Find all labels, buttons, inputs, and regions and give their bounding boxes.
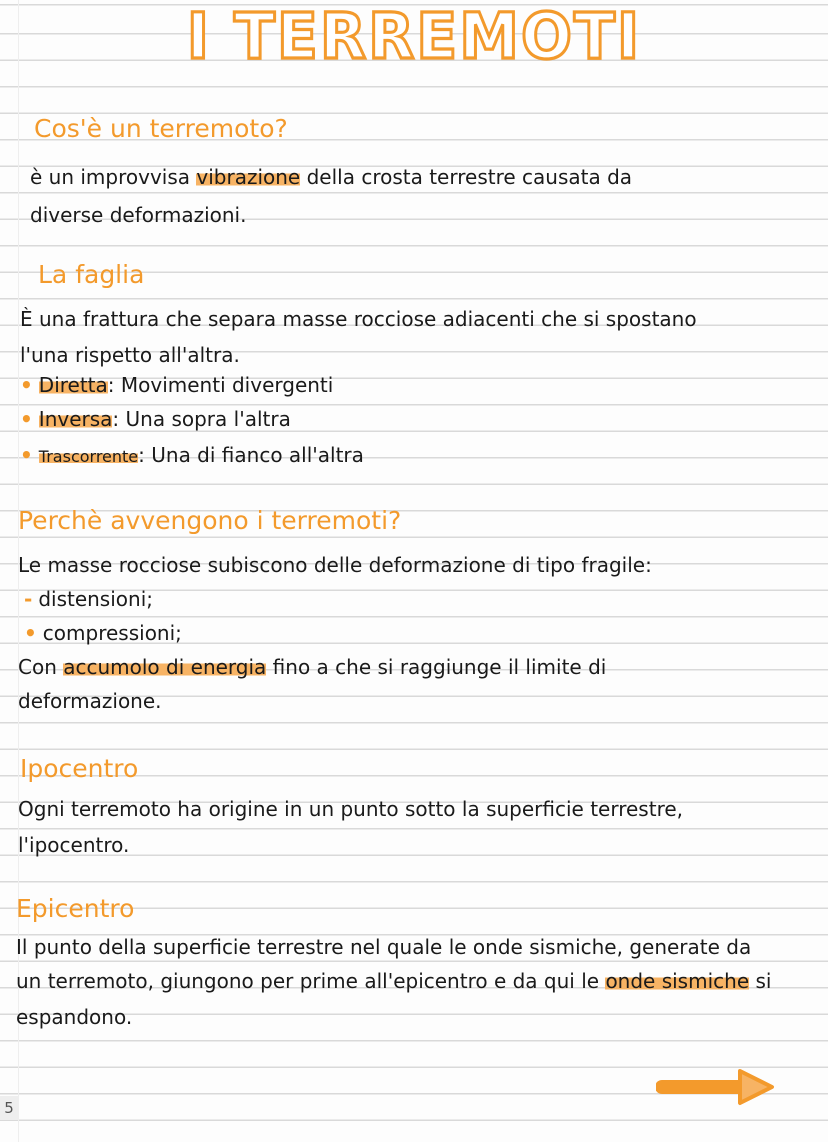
fault-term-inversa: Inversa <box>38 407 113 431</box>
fault-term-trascorrente: Trascorrente <box>38 447 139 466</box>
epicenter-line-2 <box>16 968 771 994</box>
page-number: 5 <box>0 1096 18 1120</box>
fault-term-diretta: Diretta <box>38 373 108 397</box>
fault-desc-diretta: : Movimenti divergenti <box>107 373 334 397</box>
highlight-accumolo: accumolo di energia <box>63 655 267 679</box>
bullet-dot: • <box>20 443 33 467</box>
fault-desc-inversa: : Una sopra l'altra <box>112 407 291 431</box>
why-item-compressioni <box>24 620 182 646</box>
why-item-distensioni-text: distensioni; <box>38 587 153 611</box>
why-line-2 <box>18 654 606 680</box>
heading-epicenter: Epicentro <box>16 894 135 923</box>
bullet-dot: • <box>24 621 37 645</box>
fault-item-inversa <box>20 406 291 432</box>
epicenter-line-3: espandono. <box>16 1005 133 1029</box>
hypocenter-line-1: Ogni terremoto ha origine in un punto sotto la superficie terrestre, <box>18 797 684 821</box>
why-item-distensioni <box>24 586 153 612</box>
bullet-dot: • <box>20 407 33 431</box>
highlight-vibrazione: vibrazione <box>196 165 301 189</box>
fault-line-1: È una frattura che separa masse rocciose adiacenti che si spostano <box>20 307 697 331</box>
fault-item-diretta <box>20 372 333 398</box>
epicenter-line-2-end: si <box>749 969 772 993</box>
what-line-1-start: è un improvvisa <box>30 165 197 189</box>
why-item-compressioni-text: compressioni; <box>42 621 182 645</box>
heading-what-is-earthquake: Cos'è un terremoto? <box>34 114 288 143</box>
fault-item-trascorrente <box>20 442 364 470</box>
heading-fault: La faglia <box>38 260 145 289</box>
highlight-onde-sismiche: onde sismiche <box>605 969 750 993</box>
what-line-1-end: della crosta terrestre causata da <box>300 165 633 189</box>
hypocenter-line-2: l'ipocentro. <box>18 833 130 857</box>
why-line-3: deformazione. <box>18 689 162 713</box>
heading-hypocenter: Ipocentro <box>20 754 139 783</box>
what-line-2: diverse deformazioni. <box>30 203 247 227</box>
bullet-dot: - <box>24 587 33 611</box>
why-line-2-start: Con <box>18 655 64 679</box>
why-line-1: Le masse rocciose subiscono delle deformazione di tipo fragile: <box>18 553 652 577</box>
epicenter-line-2-start: un terremoto, giungono per prime all'epicentro e da qui le <box>16 969 606 993</box>
bullet-dot: • <box>20 373 33 397</box>
epicenter-line-1: Il punto della superficie terrestre nel quale le onde sismiche, generate da <box>16 935 752 959</box>
heading-why: Perchè avvengono i terremoti? <box>18 506 402 535</box>
page-title: I TERREMOTI <box>186 0 642 74</box>
fault-desc-trascorrente: : Una di fianco all'altra <box>138 443 364 467</box>
fault-line-2: l'una rispetto all'altra. <box>20 343 240 367</box>
next-arrow-icon[interactable] <box>656 1065 780 1111</box>
why-line-2-end: fino a che si raggiunge il limite di <box>266 655 607 679</box>
what-line-1 <box>30 164 632 190</box>
